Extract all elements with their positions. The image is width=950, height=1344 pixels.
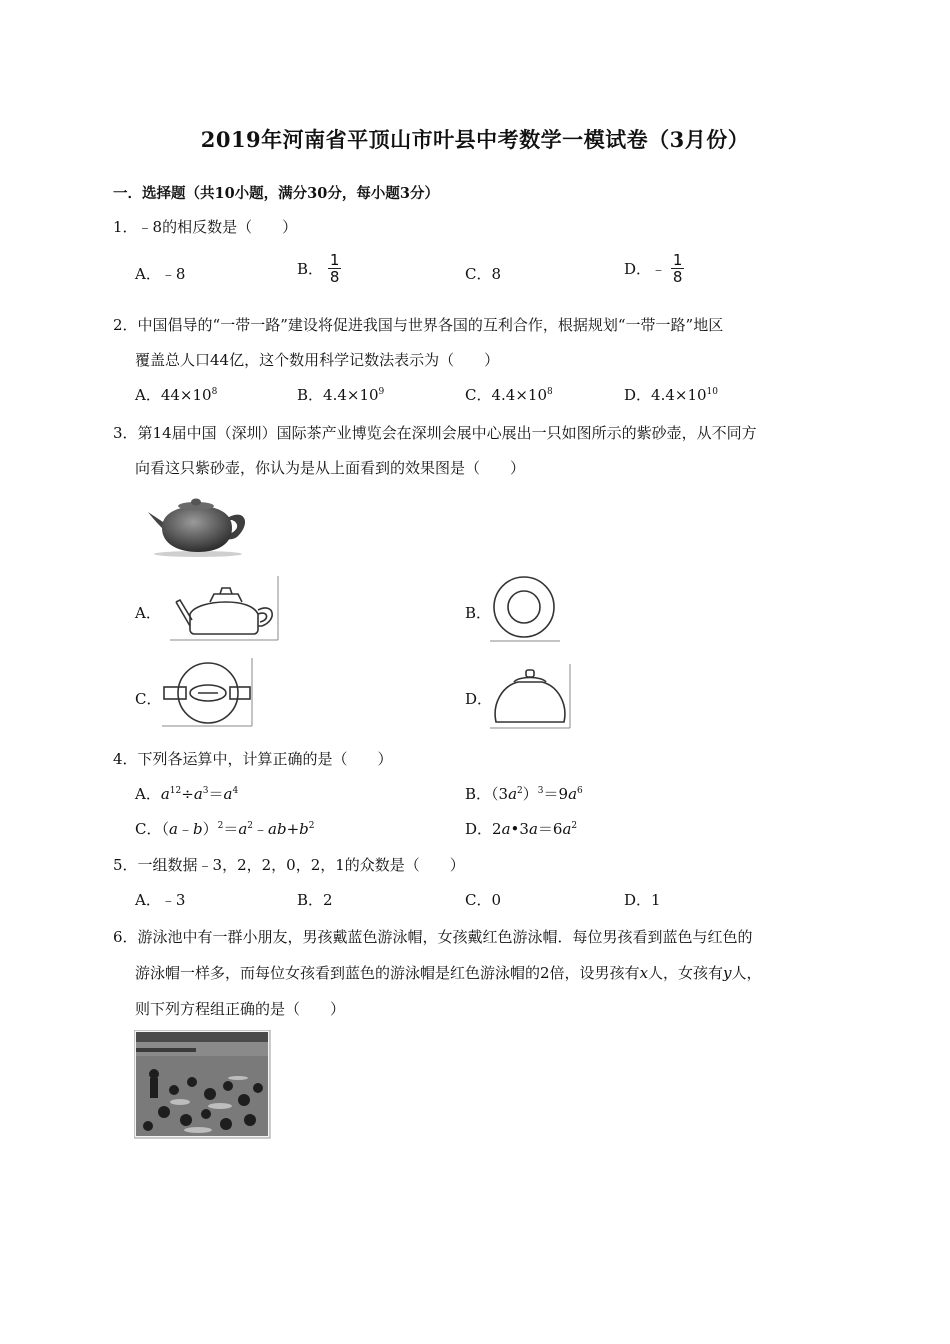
q4-option-d-label: D． — [465, 820, 493, 838]
fraction-numerator: 1 — [329, 251, 340, 269]
q2-option-a-text: A．44×10 — [135, 386, 212, 404]
section-heading: 一．选择题（共10小题，满分30分，每小题3分） — [113, 185, 439, 202]
variable-y: y — [723, 964, 732, 982]
q3-option-d-front-view-figure — [490, 664, 574, 730]
q2-option-a-exponent: 8 — [211, 387, 218, 397]
q5-option-d: D．1 — [624, 891, 661, 909]
q2-option-d — [624, 384, 718, 405]
question-6-stem-line1: 6．游泳池中有一群小朋友，男孩戴蓝色游泳帽，女孩戴红色游泳帽．每位男孩看到蓝色与红色的 — [113, 928, 753, 946]
q4-option-b-label: B． — [465, 785, 492, 803]
q2-option-b — [297, 384, 384, 405]
q1-option-d — [624, 252, 684, 285]
q4-option-a: A．$a^{12}\div a^3=a^4$ — [135, 785, 239, 803]
q1-option-b-fraction — [328, 252, 342, 285]
q3-option-c-label: C． — [135, 690, 162, 708]
q6-line2-part1: 游泳帽一样多，而每位女孩看到蓝色的游泳帽是红色游泳帽的 — [135, 964, 541, 982]
q1-option-c: C．8 — [465, 265, 502, 283]
q3-option-c-top-view-figure — [162, 656, 256, 728]
q4-option-a-label: A． — [135, 785, 161, 803]
question-3-stem-line1: 3．第14届中国（深圳）国际茶产业博览会在深圳会展中心展出一只如图所示的紫砂壶，从不同方 — [113, 424, 757, 442]
q3-option-a-label: A． — [135, 604, 161, 622]
q2-option-a — [135, 384, 217, 405]
question-6-stem-line2 — [135, 962, 762, 983]
question-6-stem-line3: 则下列方程组正确的是（ ） — [135, 1000, 346, 1018]
q3-option-a-side-view-figure — [170, 576, 282, 642]
q5-option-c: C．0 — [465, 891, 502, 909]
q1-option-d-label: D．﹣ — [624, 260, 667, 278]
fraction-denominator: 8 — [329, 268, 340, 286]
q2-option-b-exponent: 9 — [378, 387, 385, 397]
question-3-stem-line2: 向看这只紫砂壶，你认为是从上面看到的效果图是（ ） — [135, 459, 526, 477]
q2-option-d-exponent: 10 — [706, 387, 718, 397]
variable-x: x — [639, 964, 649, 982]
q1-option-b-label: B． — [297, 260, 324, 278]
q2-option-c-text: C．4.4×10 — [465, 386, 547, 404]
swimming-pool-photo — [134, 1030, 272, 1140]
q1-option-d-fraction — [671, 252, 685, 285]
q2-option-b-text: B．4.4×10 — [297, 386, 379, 404]
q4-option-c: C．$(a﹣b)^2=a^2﹣ab+b^2$ — [135, 820, 315, 838]
q6-line2-part3: 人，女孩有 — [648, 964, 724, 982]
q5-option-b: B．2 — [297, 891, 333, 909]
q6-line2-part2: 2倍，设男孩有 — [540, 964, 640, 982]
q5-option-a: A．﹣3 — [135, 891, 186, 909]
question-4-stem: 4．下列各运算中，计算正确的是（ ） — [113, 750, 393, 768]
q6-line2-part4: 人， — [731, 964, 762, 982]
q3-option-b-concentric-circles-figure — [490, 572, 562, 644]
q1-option-b — [297, 252, 341, 285]
fraction-numerator: 1 — [672, 251, 683, 269]
question-1-stem: 1．﹣8的相反数是（ ） — [113, 218, 298, 236]
q3-option-d-label: D． — [465, 690, 493, 708]
fraction-denominator: 8 — [672, 268, 683, 286]
question-2-stem-line1: 2．中国倡导的“一带一路”建设将促进我国与世界各国的互利合作，根据规划“一带一路”地区 — [113, 316, 724, 334]
q3-option-b-label: B． — [465, 604, 492, 622]
question-5-stem: 5．一组数据﹣3，2，2，0，2，1的众数是（ ） — [113, 856, 465, 874]
q2-option-d-text: D．4.4×10 — [624, 386, 707, 404]
q4-option-c-label: C． — [135, 820, 162, 838]
q2-option-c-exponent: 8 — [547, 387, 553, 397]
teapot-photo — [140, 490, 255, 558]
q1-option-a: A．﹣8 — [135, 265, 186, 283]
q4-option-b: B．$(3a^2)^3=9a^6$ — [465, 785, 583, 803]
page-title: 2019年河南省平顶山市叶县中考数学一模试卷（3月份） — [200, 127, 750, 152]
q4-option-d: D．$2a•3a=6a^2$ — [465, 820, 578, 838]
q2-option-c — [465, 384, 553, 405]
question-2-stem-line2: 覆盖总人口44亿，这个数用科学记数法表示为（ ） — [135, 351, 500, 369]
